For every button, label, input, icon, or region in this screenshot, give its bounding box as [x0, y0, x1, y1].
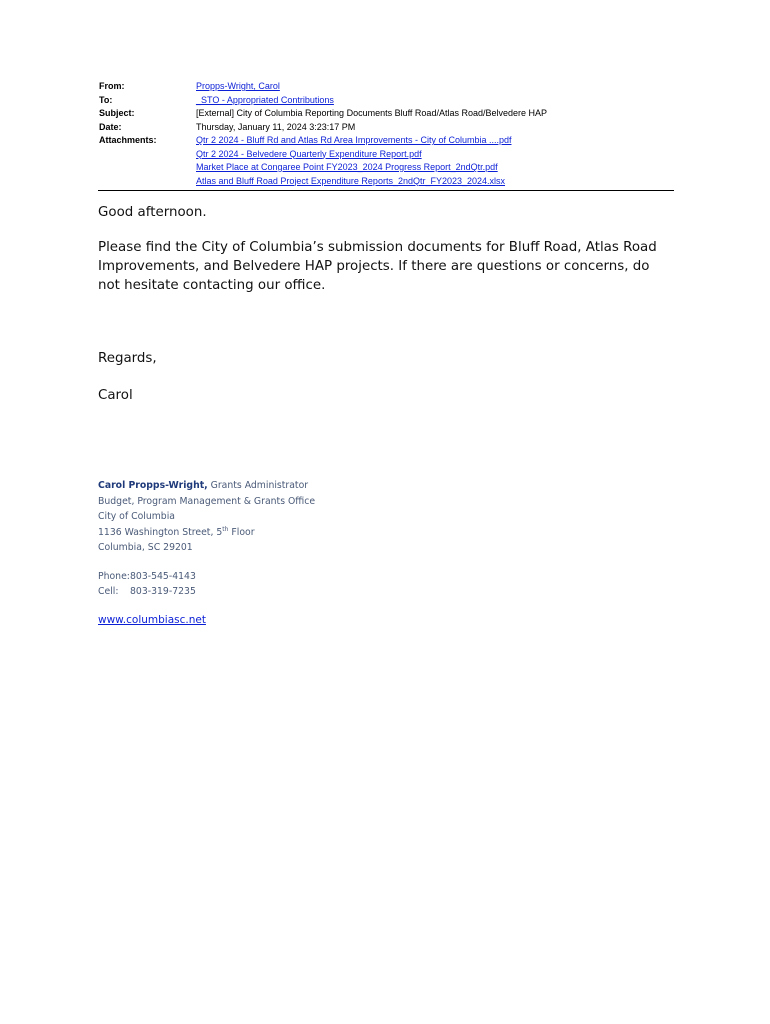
closing: Regards, [98, 351, 157, 366]
to-row [99, 94, 675, 108]
date-label: Date: [99, 121, 122, 132]
email-header [99, 80, 675, 188]
signature-title: Grants Administrator [207, 480, 309, 491]
signature-city: Columbia, SC 29201 [98, 542, 193, 553]
attachments-row [99, 134, 675, 188]
attachment-link[interactable]: Qtr 2 2024 - Bluff Rd and Atlas Rd Area Improvements - City of Columbia ....pdf [196, 135, 512, 145]
signature-name-line [98, 478, 315, 494]
signature-street: 1136 Washington Street, 5th Floor [98, 525, 255, 538]
signature-phone: Phone:803-545-4143 [98, 570, 196, 582]
subject-row [99, 107, 675, 121]
date-row [99, 121, 675, 135]
date-value: Thursday, January 11, 2024 3:23:17 PM [196, 121, 356, 132]
body-paragraph: Please find the City of Columbia’s submission documents for Bluff Road, Atlas Road Improvements, and Belvedere HAP projects. If there are questions or concerns, do not hesitate contacting our office. [98, 240, 657, 293]
from-link[interactable]: Propps-Wright, Carol [196, 81, 280, 91]
signature-department: Budget, Program Management & Grants Office [98, 495, 316, 507]
signature-name: Carol Propps-Wright, [98, 480, 208, 491]
attachment-link[interactable]: Market Place at Congaree Point FY2023_2024 Progress Report_2ndQtr.pdf [196, 162, 498, 172]
sender-first-name: Carol [98, 388, 133, 403]
signature-block [98, 478, 315, 600]
greeting: Good afternoon. [98, 205, 207, 220]
signature-organization: City of Columbia [98, 511, 175, 522]
attachment-link[interactable]: Atlas and Bluff Road Project Expenditure Reports_2ndQtr_FY2023_2024.xlsx [196, 175, 506, 186]
attachments-list [196, 134, 675, 188]
from-row [99, 80, 675, 94]
to-label: To: [99, 94, 113, 105]
from-label: From: [99, 81, 125, 91]
website-link[interactable]: www.columbiasc.net [98, 614, 206, 626]
subject-value: [External] City of Columbia Reporting Documents Bluff Road/Atlas Road/Belvedere HAP [196, 108, 548, 118]
subject-label: Subject: [99, 108, 135, 118]
signature-cell: Cell: 803-319-7235 [98, 586, 196, 597]
attachments-label: Attachments: [99, 135, 157, 145]
attachment-link[interactable]: Qtr 2 2024 - Belvedere Quarterly Expenditure Report.pdf [196, 148, 422, 159]
header-divider [98, 190, 674, 191]
to-link[interactable]: _STO - Appropriated Contributions [196, 94, 334, 105]
